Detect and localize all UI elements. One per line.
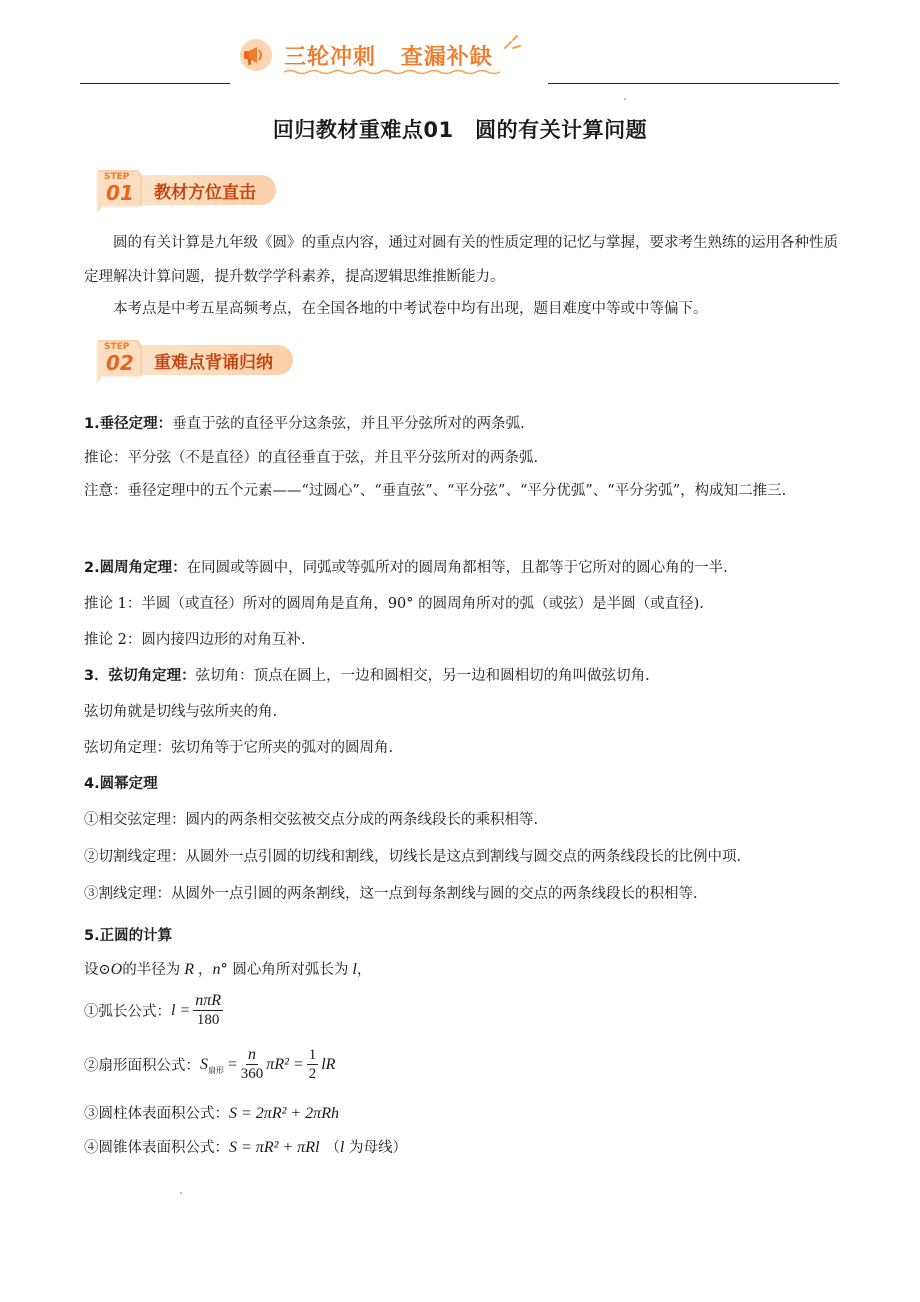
formula-4-expression: S = πR² + πRl bbox=[229, 1139, 320, 1156]
section-1-corollary: 推论：平分弦（不是直径）的直径垂直于弦，并且平分弦所对的两条弧. bbox=[84, 450, 539, 466]
step-01-badge bbox=[92, 166, 146, 214]
section-2-theorem bbox=[84, 556, 728, 577]
section-3-line-2: 弦切角就是切线与弦所夹的角. bbox=[84, 704, 278, 720]
intro-paragraph-1: 圆的有关计算是九年级《圆》的重点内容，通过对圆有关的性质定理的记忆与掌握，要求考生熟练的运用各种性质定理解决计算问题，提升数学学科素养，提高逻辑思维推断能力。 bbox=[84, 235, 838, 285]
formula-2-s: S bbox=[200, 1055, 208, 1073]
intro-text-a: 设⊙ bbox=[84, 962, 111, 978]
banner-left-text: 三轮冲刺 bbox=[284, 44, 377, 70]
section-2-corollary-1: 推论 1：半圆（或直径）所对的圆周角是直角，90° 的圆周角所对的弧（或弦）是半圆（或直径). bbox=[84, 596, 704, 612]
section-4-heading: 4.圆幂定理 bbox=[84, 776, 158, 792]
intro-var-o: O bbox=[110, 961, 123, 978]
formula-3-expression: S = 2πR² + 2πRh bbox=[229, 1105, 339, 1122]
step-01-header bbox=[92, 166, 276, 214]
formula-1-numerator: nπR bbox=[195, 992, 222, 1009]
formula-1-lhs: l = bbox=[171, 1001, 191, 1019]
formula-2-fraction-2 bbox=[307, 1046, 319, 1083]
step-01-label-top: STEP bbox=[104, 172, 130, 182]
formula-4-label: ④圆锥体表面积公式： bbox=[84, 1140, 229, 1156]
formula-4-note-text: 为母线） bbox=[344, 1140, 407, 1156]
speck bbox=[624, 98, 626, 100]
banner-right-text: 查漏补缺 bbox=[400, 44, 493, 70]
intro-var-r: R bbox=[184, 961, 194, 978]
step-02-title: 重难点背诵归纳 bbox=[138, 345, 293, 375]
formula-2-subscript: 扇形 bbox=[208, 1066, 224, 1075]
step-02-label-top: STEP bbox=[104, 342, 130, 352]
formula-2-numerator-1: n bbox=[248, 1046, 257, 1063]
section-3-heading: 3．弦切角定理： bbox=[84, 668, 196, 684]
section-4-line-2: ②切割线定理：从圆外一点引圆的切线和割线，切线长是这点到割线与圆交点的两条线段长的比例中项. bbox=[84, 849, 742, 865]
formula-2-numerator-2: 1 bbox=[308, 1047, 317, 1063]
formula-cylinder-area bbox=[84, 1102, 339, 1123]
step-02-badge bbox=[92, 336, 146, 384]
section-3-definition bbox=[84, 664, 650, 685]
section-4-line-1: ①相交弦定理：圆内的两条相交弦被交点分成的两条线段长的乘积相等. bbox=[84, 812, 539, 828]
header-rule-right bbox=[548, 83, 839, 84]
section-2-corollary-2: 推论 2：圆内接四边形的对角互补. bbox=[84, 632, 306, 648]
formula-2-middle: πR² = bbox=[266, 1055, 304, 1073]
formula-4-note-var: l bbox=[339, 1139, 345, 1156]
formula-1-label: ①弧长公式： bbox=[84, 1004, 171, 1020]
step-01-number: 01 bbox=[106, 181, 134, 205]
intro-paragraph-2: 本考点是中考五星高频考点，在全国各地的中考试卷中均有出现，题目难度中等或中等偏下。 bbox=[113, 301, 708, 317]
intro-var-l: l bbox=[352, 961, 357, 978]
section-2-heading: 2.圆周角定理： bbox=[84, 560, 187, 576]
step-01-title: 教材方位直击 bbox=[138, 175, 276, 205]
formula-1-fraction bbox=[193, 992, 223, 1029]
step-02-number: 02 bbox=[106, 351, 134, 375]
formula-3-label: ③圆柱体表面积公式： bbox=[84, 1106, 229, 1122]
section-3-line-3: 弦切角定理：弦切角等于它所夹的弧对的圆周角. bbox=[84, 740, 394, 756]
formula-4-note-open: （ bbox=[325, 1140, 340, 1156]
formula-2-label: ②扇形面积公式： bbox=[84, 1058, 200, 1074]
step-02-header bbox=[92, 336, 293, 384]
section-5-intro bbox=[84, 958, 371, 979]
section-3-text: 弦切角：顶点在圆上，一边和圆相交，另一边和圆相切的角叫做弦切角. bbox=[195, 668, 650, 684]
intro-text-e: ， bbox=[356, 962, 372, 978]
megaphone-icon bbox=[238, 37, 274, 73]
formula-2-denominator-2: 2 bbox=[308, 1066, 317, 1082]
section-1-note: 注意：垂径定理中的五个元素——“过圆心”、“垂直弦”、“平分弦”、“平分优弧”、“平分劣弧”，构成知二推三. bbox=[84, 483, 787, 499]
section-1-theorem bbox=[84, 412, 525, 433]
formula-arc-length bbox=[84, 992, 226, 1029]
intro-var-n: n bbox=[212, 961, 221, 978]
formula-2-fraction-1 bbox=[241, 1046, 264, 1083]
formula-cone-area bbox=[84, 1136, 407, 1157]
speck bbox=[180, 1192, 182, 1194]
sparkle-icon bbox=[501, 34, 523, 58]
formula-sector-area bbox=[84, 1046, 335, 1083]
section-2-text: 在同圆或等圆中，同弧或等弧所对的圆周角都相等，且都等于它所对的圆心角的一半. bbox=[186, 560, 728, 576]
intro-text-b: 的半径为 bbox=[122, 962, 181, 978]
formula-2-end: lR bbox=[321, 1055, 336, 1073]
formula-1-denominator: 180 bbox=[196, 1012, 220, 1028]
section-1-text: 垂直于弦的直径平分这条弦，并且平分弦所对的两条弧. bbox=[172, 416, 525, 432]
formula-2-denominator-1: 360 bbox=[240, 1066, 264, 1082]
intro-text-c: ， bbox=[198, 962, 213, 978]
section-4-line-3: ③割线定理：从圆外一点引圆的两条割线，这一点到每条割线与圆的交点的两条线段长的积相等. bbox=[84, 886, 698, 902]
section-5-heading: 5.正圆的计算 bbox=[84, 928, 173, 944]
page-title: 回归教材重难点01 圆的有关计算问题 bbox=[272, 118, 648, 142]
intro-text-d: ° 圆心角所对弧长为 bbox=[220, 962, 349, 978]
header-rule-left bbox=[80, 83, 230, 84]
banner-wave-underline bbox=[284, 69, 500, 75]
formula-2-equals: = bbox=[227, 1055, 238, 1073]
section-1-heading: 1.垂径定理： bbox=[84, 416, 173, 432]
